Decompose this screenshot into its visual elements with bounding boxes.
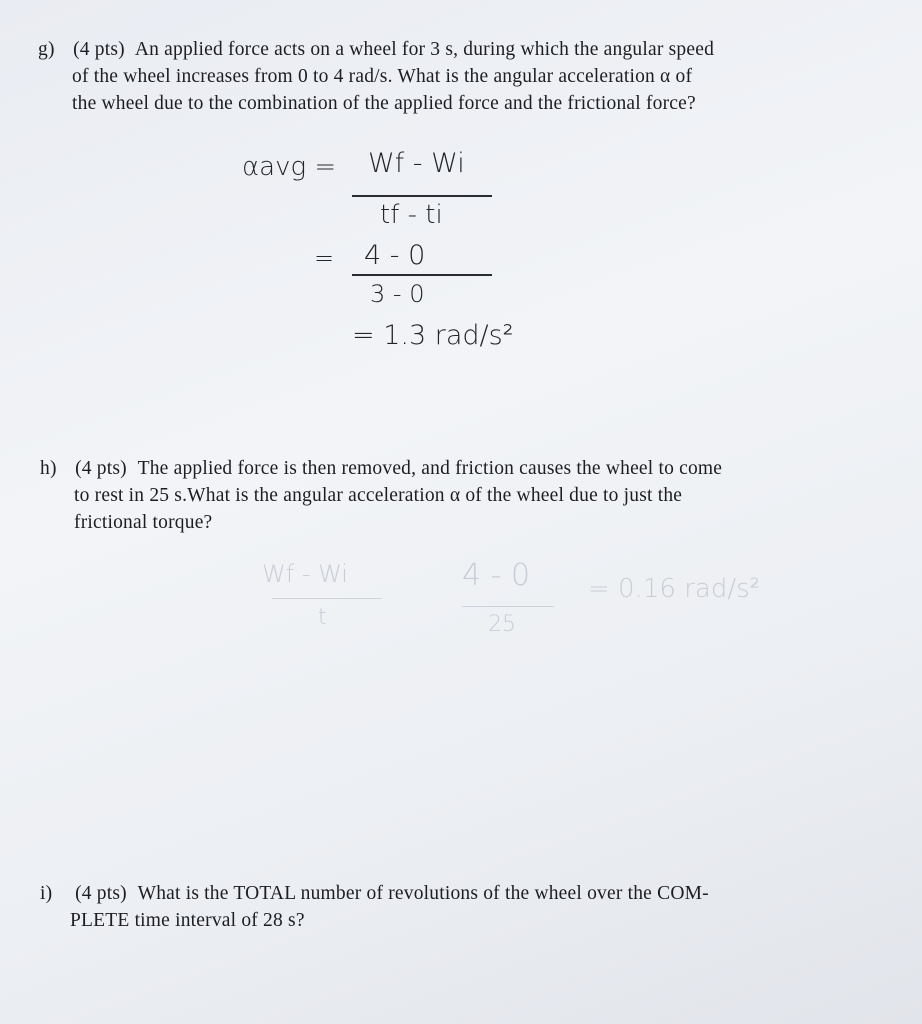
handwritten-equals-2: = (314, 244, 335, 272)
problem-i (40, 880, 880, 934)
problem-h-line-1 (40, 455, 880, 482)
handwritten-result-g: = 1.3 rad/s² (352, 320, 514, 351)
problem-h-text-2: to rest in 25 s.What is the angular acceleration α of the wheel due to just the (74, 485, 683, 506)
handwritten-alpha-avg: αavg = (242, 152, 337, 182)
faint-numerator: Wf - Wi (262, 560, 348, 588)
handwritten-denominator-2: 3 - 0 (370, 280, 425, 308)
problem-g (38, 36, 878, 117)
faint-denominator: t (318, 605, 327, 630)
faint-calc-denominator: 25 (488, 612, 516, 637)
problem-g-label: g) (38, 39, 55, 60)
problem-h (40, 455, 880, 536)
problem-g-line-1 (38, 36, 878, 63)
fraction-bar-1 (352, 195, 492, 197)
handwritten-numerator-1: Wf - Wi (368, 148, 465, 179)
faint-result: = 0.16 rad/s² (588, 574, 761, 604)
problem-h-points: (4 pts) (75, 458, 127, 479)
fraction-bar-2 (352, 274, 492, 276)
problem-i-line-1 (40, 880, 880, 907)
faint-calc-numerator: 4 - 0 (462, 558, 531, 593)
problem-g-text-2: of the wheel increases from 0 to 4 rad/s. What is the angular acceleration α of (72, 66, 693, 87)
problem-h-text-3: frictional torque? (74, 512, 213, 533)
problem-h-label: h) (40, 458, 57, 479)
problem-g-text-3: the wheel due to the combination of the applied force and the frictional force? (72, 93, 696, 114)
problem-g-points: (4 pts) (73, 39, 125, 60)
faint-fraction-bar-1 (272, 598, 382, 599)
problem-h-text-1: The applied force is then removed, and friction causes the wheel to come (137, 458, 723, 479)
problem-i-label: i) (40, 883, 53, 904)
problem-i-text-1: What is the TOTAL number of revolutions of the wheel over the COM- (137, 883, 709, 904)
handwritten-numerator-2: 4 - 0 (364, 240, 426, 271)
problem-g-text-1: An applied force acts on a wheel for 3 s, during which the angular speed (134, 39, 715, 60)
problem-i-points: (4 pts) (75, 883, 127, 904)
problem-i-text-2: PLETE time interval of 28 s? (70, 910, 305, 931)
faint-fraction-bar-2 (462, 606, 554, 607)
handwritten-denominator-1: tf - ti (380, 200, 443, 230)
